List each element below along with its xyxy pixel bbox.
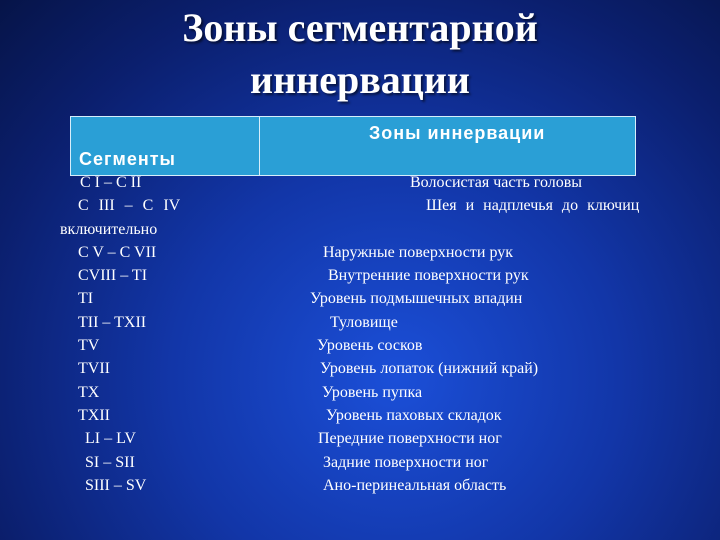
- table-header: [70, 116, 636, 176]
- segment-cell: SI – SII: [85, 453, 135, 471]
- segment-cell: CVIII – TI: [78, 267, 148, 285]
- segment-cell: TI: [78, 290, 94, 308]
- zone-cell: Внутренние поверхности рук: [328, 267, 529, 285]
- segment-cell: включительно: [60, 220, 158, 238]
- table-row: [0, 195, 720, 218]
- segment-cell: TVII: [78, 360, 110, 378]
- zone-cell: Шея и надплечья до ключиц: [426, 197, 640, 215]
- zone-cell: Передние поверхности ног: [318, 430, 502, 448]
- slide-title-line-2: иннервации: [250, 57, 470, 102]
- header-divider: [259, 117, 260, 175]
- segment-cell: SIII – SV: [85, 476, 147, 494]
- zone-cell: Уровень паховых складок: [326, 406, 502, 424]
- zone-cell: Уровень пупка: [322, 383, 423, 401]
- zone-cell: Задние поверхности ног: [323, 453, 489, 471]
- segment-cell: C I – C II: [80, 174, 142, 191]
- table-row: [0, 172, 720, 195]
- table-row: [0, 382, 720, 405]
- table-row: [0, 405, 720, 428]
- table-row: [0, 358, 720, 381]
- segment-cell: LI – LV: [85, 430, 136, 448]
- table-row: [0, 242, 720, 265]
- table-row: [0, 428, 720, 451]
- zone-cell: Туловище: [330, 313, 398, 331]
- zone-cell: Волосистая часть головы: [410, 174, 583, 191]
- slide-title-line-1: Зоны сегментарной: [182, 5, 538, 50]
- segment-cell: C V – C VII: [78, 243, 157, 261]
- zone-cell: Уровень подмышечных впадин: [310, 290, 523, 308]
- header-segments: Сегменты: [79, 149, 176, 169]
- segment-cell: C III – C IV: [78, 197, 181, 215]
- segment-cell: TXII: [78, 406, 110, 424]
- segment-cell: TII – TXII: [78, 313, 147, 331]
- zone-cell: Уровень сосков: [317, 337, 423, 355]
- table-row: [0, 475, 720, 498]
- slide-title: [0, 2, 720, 106]
- zone-cell: Наружные поверхности рук: [323, 243, 514, 261]
- segment-cell: TX: [78, 383, 100, 401]
- zone-cell: Ано-перинеальная область: [323, 476, 507, 494]
- table-row: [0, 265, 720, 288]
- segment-cell: TV: [78, 337, 100, 355]
- header-zones: Зоны иннервации: [369, 123, 546, 143]
- table-row: [0, 288, 720, 311]
- table-row: [0, 335, 720, 358]
- segment-table: [0, 172, 720, 498]
- table-row: [0, 219, 720, 242]
- zone-cell: Уровень лопаток (нижний край): [320, 360, 539, 378]
- table-row: [0, 452, 720, 475]
- table-row: [0, 312, 720, 335]
